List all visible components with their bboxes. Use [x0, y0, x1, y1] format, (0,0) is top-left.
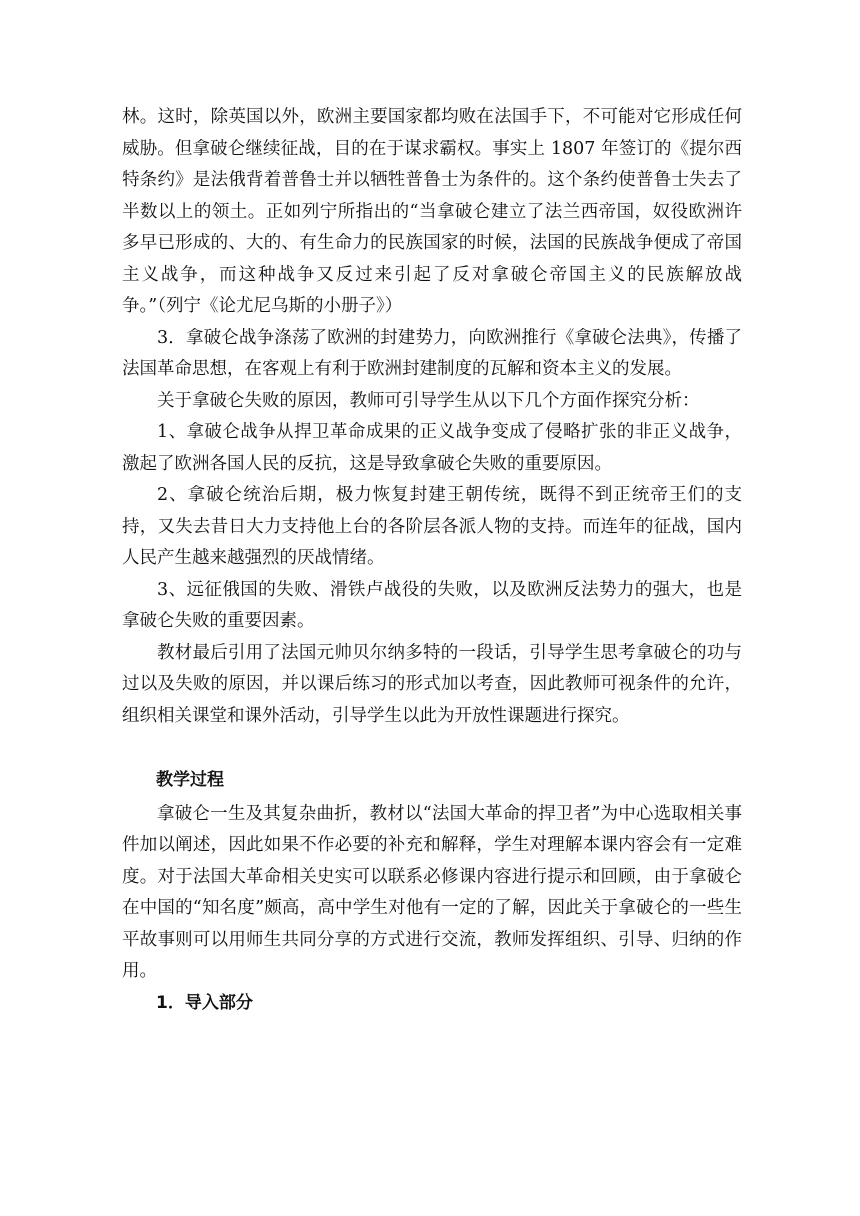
- paragraph-failure-reason-3: 3、远征俄国的失败、滑铁卢战役的失败，以及欧洲反法势力的强大，也是拿破仑失败的重要因素。: [122, 579, 742, 631]
- subheading-introduction: 1．导入部分: [156, 992, 253, 1013]
- paragraph-treaty-tilsit: 林。这时，除英国以外，欧洲主要国家都均败在法国手下，不可能对它形成任何威胁。但拿破仑继续征战，目的在于谋求霸权。事实上 1807 年签订的《提尔西特条约》是法俄背着普鲁士并以牺牲普鲁士为条件的。这个条约使普鲁士失去了半数以上的领土。正如列宁所指出的“当拿破仑建立了法兰西帝国，奴役欧洲许多早已形成的、大的、有生命力的民族国家的时候，法国的民族战争便成了帝国主义战争，而这种战争又反过来引起了反对拿破仑帝国主义的民族解放战争。”（列宁《论尤尼乌斯的小册子》）: [122, 107, 742, 316]
- paragraph-failure-intro: 关于拿破仑失败的原因，教师可引导学生从以下几个方面作探究分析：: [157, 390, 700, 411]
- section-heading-teaching-process: 教学过程: [156, 770, 224, 790]
- paragraph-failure-reason-2: 2、拿破仑统治后期，极力恢复封建王朝传统，既得不到正统帝王们的支持，又失去昔日大力支持他上台的各阶层各派人物的支持。而连年的征战，国内人民产生越来越强烈的厌战情绪。: [122, 485, 742, 568]
- document-page: [122, 102, 742, 1019]
- paragraph-failure-reason-1: 1、拿破仑战争从捍卫革命成果的正义战争变成了侵略扩张的非正义战争，激起了欧洲各国人民的反抗，这是导致拿破仑失败的重要原因。: [122, 422, 742, 474]
- section-spacer: [122, 732, 742, 765]
- paragraph-textbook-quote: 教材最后引用了法国元帅贝尔纳多特的一段话，引导学生思考拿破仑的功与过以及失败的原因，并以课后练习的形式加以考查，因此教师可视条件的允许，组织相关课堂和课外活动，引导学生以此为开放性课题进行探究。: [122, 642, 742, 726]
- paragraph-teaching-process: 拿破仑一生及其复杂曲折，教材以“法国大革命的捍卫者”为中心选取相关事件加以阐述，因此如果不作必要的补充和解释，学生对理解本课内容会有一定难度。对于法国大革命相关史实可以联系必修课内容进行提示和回顾，由于拿破仑在中国的“知名度”颇高，高中学生对他有一定的了解，因此关于拿破仑的一些生平故事则可以用师生共同分享的方式进行交流，教师发挥组织、引导、归纳的作用。: [122, 803, 742, 981]
- paragraph-napoleonic-wars-effect: 3．拿破仑战争涤荡了欧洲的封建势力，向欧洲推行《拿破仑法典》，传播了法国革命思想，在客观上有利于欧洲封建制度的瓦解和资本主义的发展。: [122, 327, 742, 379]
